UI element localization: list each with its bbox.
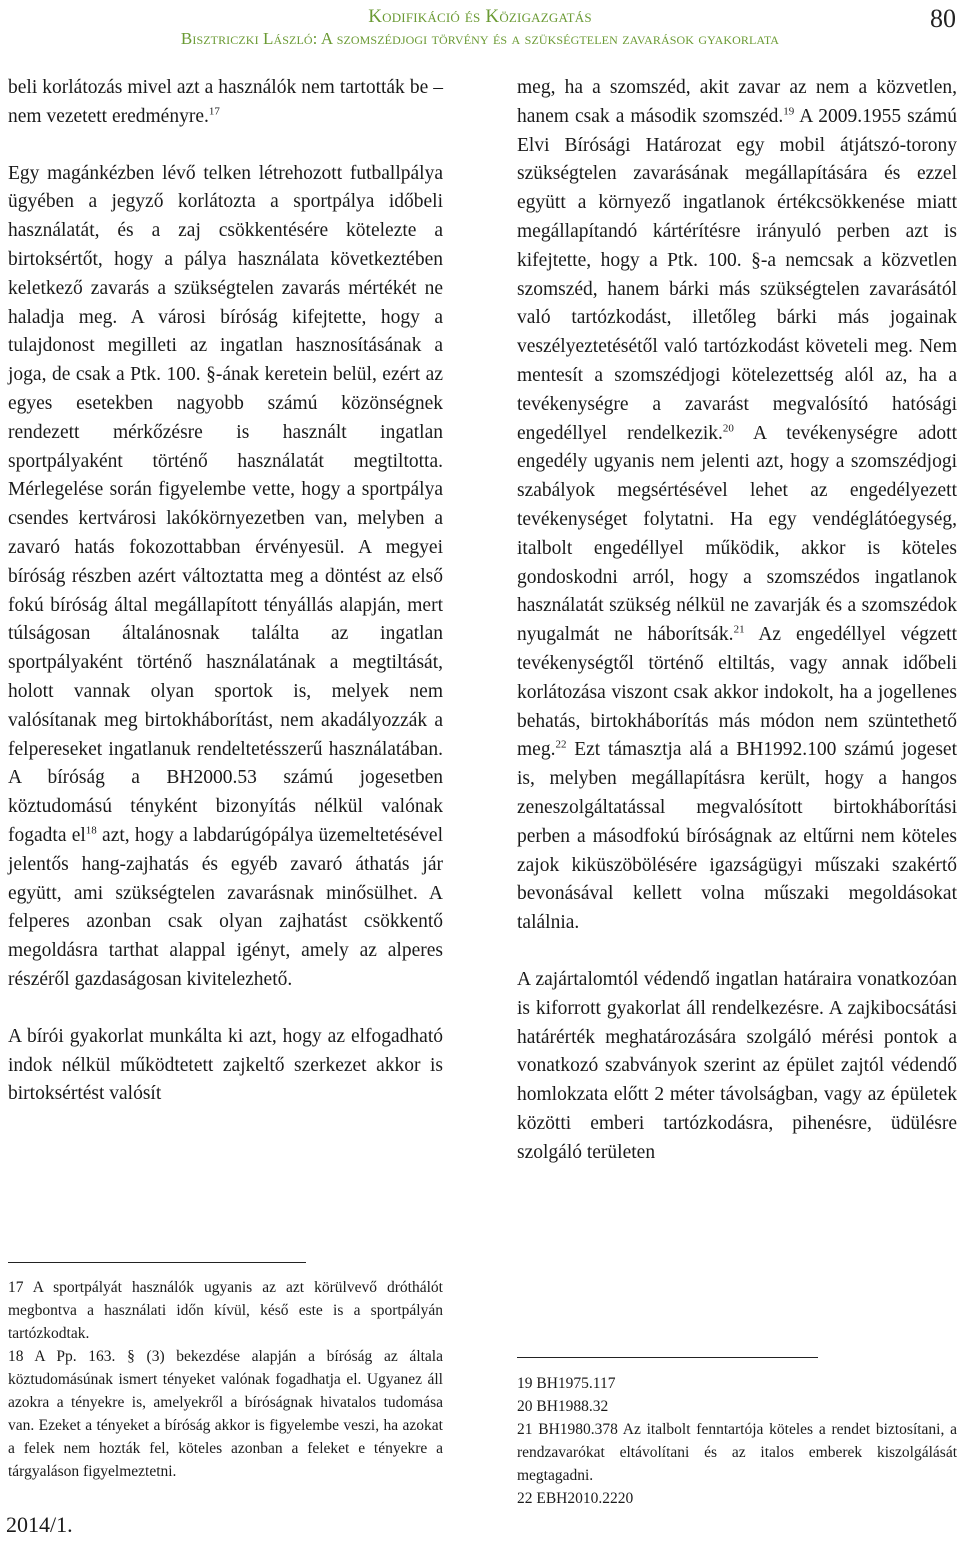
footnote-20	[517, 1395, 957, 1418]
footnote-text: BH1988.32	[536, 1398, 609, 1415]
footnote-divider-left	[8, 1262, 306, 1263]
right-paragraph-2	[517, 966, 957, 1168]
left-paragraph-2	[8, 160, 443, 995]
text-run: Az engedéllyel végzett tevékenységtől történő eltiltás, vagy annak időbeli korlátozása viszont csak akkor indokolt, ha a jogellenes behatás, birtokháborítás más módon nem szüntethető meg.	[517, 624, 957, 761]
text-run: meg, ha a szomszéd, akit zavar az nem a közvetlen, hanem csak a második szomszéd.	[517, 77, 957, 127]
footnote-17	[8, 1276, 443, 1345]
text-run: beli korlátozás mivel azt a használók nem tartották be – nem vezetett eredményre.	[8, 77, 443, 127]
footnote-divider-right	[517, 1357, 818, 1358]
footnote-ref-21[interactable]: 21	[733, 623, 745, 636]
journal-title: Kodifikáció és Közigazgatás	[368, 6, 592, 27]
footnote-21	[517, 1418, 957, 1487]
footnote-19	[517, 1372, 957, 1395]
footnote-text: BH1980.378 Az italbolt fenntartója köteles a rendet biztosítani, a rendzavarókat eltávolítani és az italos emberek kiszolgálását megtagadni.	[517, 1421, 957, 1484]
footnote-text: A sportpályát használók ugyanis az azt körülvevő dróthálót megbontva a használati időn kívül, késő este is a sportpályán tartózkodtak.	[8, 1279, 443, 1342]
text-run: A bírói gyakorlat munkálta ki azt, hogy az elfogadható indok nélkül működtetett zajkeltő szerkezet akkor is birtoksértést valósít	[8, 1025, 443, 1105]
left-paragraph-1	[8, 74, 443, 132]
right-paragraph-1	[517, 74, 957, 938]
page-header	[0, 0, 960, 58]
left-column	[8, 74, 443, 1137]
footnotes-right	[517, 1372, 957, 1510]
left-paragraph-3	[8, 1023, 443, 1109]
footnote-number: 20	[517, 1398, 533, 1415]
text-run: Ezt támasztja alá a BH1992.100 számú jogeset is, melyben megállapításra került, hogy a hangos zeneszolgáltatással megvalósított birtokháborítási perben a másodfokú bíróságnak az eltűrni nem köteles zajok kiküszöbölésére igazságügyi műszaki szakértő bevonásával kellett volna műszaki megoldásokat találnia.	[517, 739, 957, 934]
text-run: azt, hogy a labdarúgópálya üzemeltetésével jelentős hang-zajhatás és egyéb zavaró áthatás jár együtt, ami szükségtelen zavarásnak minősülhet. A felperes azonban csak olyan zajhatást csökkentő megoldásra tarthat alappal igényt, amely az alperes részéről gazdaságosan kivitelezhető.	[8, 824, 443, 990]
text-run: A zajártalomtól védendő ingatlan határaira vonatkozóan is kiforrott gyakorlat áll rendelkezésre. A zajkibocsátási határérték meghatározására szolgáló mérési pontok a vonatkozó szabványok szerint az épület zajtól védendő homlokzata előtt 2 méter távolságban, vagy az épületek közötti emberi tartózkodásra, pihenésre, üdülésre szolgáló területen	[517, 968, 957, 1163]
footnote-text: A Pp. 163. § (3) bekezdése alapján a bíróság az általa köztudomásúnak ismert tényeket valónak fogadhatja el. Ugyanez áll azokra a tényekre is, amelyekről a bíróságnak hivatalos tudomása van. Ezeket a tényeket a bíróság akkor is figyelembe veszi, ha azokat a felek nem hozták fel, köteles azonban a feleket e tényekre a tárgyaláson figyelmeztetni.	[8, 1348, 443, 1480]
footnotes-left	[8, 1276, 443, 1483]
footnote-ref-20[interactable]: 20	[722, 422, 734, 435]
page-number: 80	[930, 4, 956, 33]
footnote-number: 18	[8, 1348, 24, 1365]
footnote-text: EBH2010.2220	[536, 1490, 634, 1507]
footnote-text: BH1975.117	[536, 1375, 616, 1392]
issue-number: 2014/1.	[6, 1512, 73, 1537]
footnote-number: 22	[517, 1490, 533, 1507]
footnote-ref-17[interactable]: 17	[208, 105, 220, 118]
text-run: A tevékenységre adott engedély ugyanis nem jelenti azt, hogy a szomszédjogi szabályok megsértésével lehet az engedélyezett tevékenységet folytatni. Ha egy vendéglátóegység, italbolt engedéllyel működik, akkor is köteles gondoskodni arról, hogy a szomszédos ingatlanok használatát szükség nélkül ne zavarják és a szomszédok nyugalmát ne háborítsák.	[517, 422, 958, 646]
footnote-ref-22[interactable]: 22	[555, 738, 567, 751]
footnote-18	[8, 1345, 443, 1483]
footnote-number: 21	[517, 1421, 533, 1438]
text-run: Egy magánkézben lévő telken létrehozott futballpálya ügyében a jegyző korlátozta a sportpálya időbeli használatát, és a zaj csökkentésére kötelezte a birtoksértőt, hogy a pálya használata következtében keletkező zavarás a szükségtelen zavarás mértékét ne haladja meg. A városi bíróság kifejtette, hogy a tulajdonost megilleti az ingatlan hasznosításának a joga, de csak a Ptk. 100. §-ának keretein belül, ezért az egyes esetekben nagyobb számú közönségnek rendezett mérkőzésre is használt ingatlan sportpályaként történő használatát megtiltotta. Mérlegelése során figyelembe vette, hogy a sportpálya csendes kertvárosi lakókörnyezetben van, melyben a zavaró hatás fokozottabban érvényesül. A megyei bíróság részben azért változtatta meg a döntést az első fokú bíróság által megállapított tényállás alapján, mert túlságosan általánosnak találta az ingatlan sportpályaként történő használatának a megtiltását, holott vannak olyan sportok is, melyek nem valósítanak meg birtokháborítást, nem akadályozzák a felpereseket ingatlanuk rendeltetésszerű használatában. A bíróság a BH2000.53 számú jogesetben köztudomású tényként bizonyítás nélkül valónak fogadta el	[8, 162, 443, 846]
footnote-ref-18[interactable]: 18	[85, 824, 97, 837]
article-title: Bisztriczki László: A szomszédjogi törvény és a szükségtelen zavarások gyakorlata	[180, 29, 780, 48]
footnote-ref-19[interactable]: 19	[783, 105, 795, 118]
footnote-number: 17	[8, 1279, 24, 1296]
footnote-number: 19	[517, 1375, 533, 1392]
footnote-22	[517, 1487, 957, 1510]
text-run: A 2009.1955 számú Elvi Bírósági Határozat egy mobil átjátszó-torony szükségtelen zavarásának megállapítására és ezzel együtt a környező ingatlanok értékcsökkenése miatt megállapítandó kártérítésre irányuló perben azt is kifejtette, hogy a Ptk. 100. §-a nemcsak a közvetlen szomszéd, hanem bárki más szükségtelen zavarásától való tartózkodást, illetőleg bárki más jogainak veszélyeztetésétől való tartózkodást követeli meg. Nem mentesít a szomszédjogi kötelezettség alól az, ha a tevékenységre a zavarást megvalósító hatósági engedéllyel rendelkezik.	[517, 105, 957, 444]
right-column	[517, 74, 957, 1195]
